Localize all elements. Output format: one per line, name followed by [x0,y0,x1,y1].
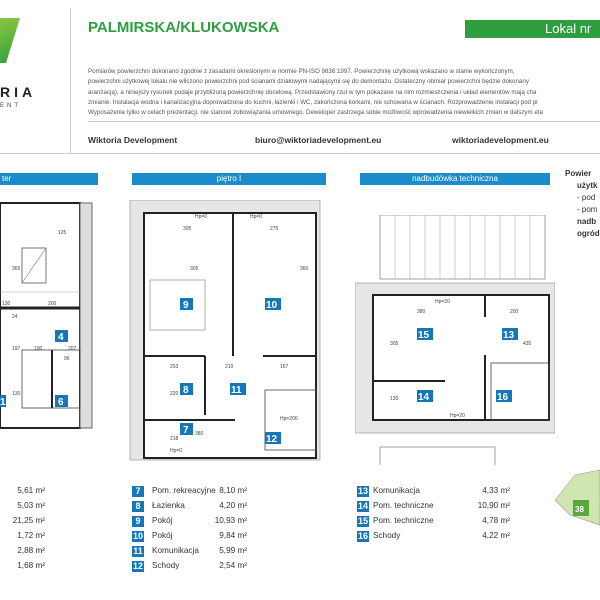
room-badge: 7 [132,486,144,497]
first-floor-plan [125,200,325,465]
dimension-label: Hp=0 [195,214,208,220]
room-badge: 14 [357,501,368,511]
room-number: 7 [183,425,189,436]
section-header-first-floor: piętro I [132,173,326,185]
dimension-label: 130 [390,396,399,402]
dimension-label: Hp=20 [450,413,465,419]
dimension-label: 197 [12,346,21,352]
dimension-label: 380 [195,431,204,437]
dimension-label: 210 [225,364,234,370]
room-area: 21,25 m² [12,516,45,525]
room-area: 4,78 m² [482,516,510,525]
room-number: 14 [418,392,430,403]
room-badge: 9 [132,516,144,527]
dimension-label: 96 [64,356,70,362]
room-list-item [132,501,252,515]
room-number: 16 [497,392,509,403]
room-badge: 10 [132,531,143,541]
email-link[interactable]: biuro@wiktoriadevelopment.eu [255,135,382,145]
company-name: Wiktoria Development [88,135,178,145]
room-name: Pom. techniczne [373,516,434,525]
room-list-item [132,531,252,545]
disclaimer [88,67,600,118]
room-area: 10,93 m² [214,516,247,525]
disclaimer-line: powierzchni użytkowej lokalu nie wliczono powierzchni pod ścianami działowymi nadającymi się do demontażu. Ostateczny obmiar powierzchni będzie dokonany [88,78,529,86]
divider [0,153,600,154]
room-area: 5,03 m² [17,501,45,510]
room-name: Pokój [152,531,173,540]
dimension-label: 130 [2,301,11,307]
tech-floor-plan [355,215,555,465]
area-summary [565,168,600,240]
summary-line: - pom [577,205,598,214]
ground-floor-plan [0,190,110,460]
room-list-item [357,531,517,545]
room-name: Schody [152,561,180,570]
divider [88,121,600,122]
room-list-item [357,516,517,530]
room-name: Pom. techniczne [373,501,434,510]
room-list-item [132,546,252,560]
room-name: Pom. rekreacyjne [152,486,216,495]
room-number: 6 [58,397,64,408]
dimension-label: 380 [417,309,426,315]
room-number: 12 [266,434,278,445]
logo-subtext: ENT [0,103,21,109]
room-list-item [357,486,517,500]
logo-text: RIA [0,84,37,100]
room-name: Schody [373,531,401,540]
room-name: Komunikacja [152,546,199,555]
divider [70,8,71,153]
room-badge: 15 [357,516,368,526]
room-number: 1 [0,397,6,408]
room-name: Komunikacja [373,486,420,495]
room-badge: 11 [133,546,143,556]
unit-banner: Lokal nr [465,20,600,38]
summary-line: Powier [565,169,592,178]
dimension-label: 100 [34,346,43,352]
room-list-item [357,501,517,515]
dimension-label: Hp=20 [435,299,450,305]
room-name: Łazienka [152,501,185,510]
disclaimer-line: aranżacją), a niniejszy rysunek podaje przybliżoną powierzchnię docelową. Przedstawiony rzut w tym pokazane na nim rozmieszczenia i układ elementów mają cha [88,88,537,96]
dimension-label: 305 [183,226,192,232]
room-number: 13 [503,330,515,341]
room-list-item [132,486,252,500]
summary-line: ogród [577,229,600,238]
room-number: 11 [231,385,242,396]
dimension-label: 365 [12,266,21,272]
room-area: 4,22 m² [482,531,510,540]
room-area: 9,84 m² [219,531,247,540]
dimension-label: 167 [280,364,289,370]
room-number: 9 [183,300,189,311]
disclaimer-line: zmianie. Instalacja wodna i kanalizacyjna doprowadzona do kuchni, łazienki i WC, zakończona korkami, nie schowana w ścianach. Rozprowadzenie instalacji pod pr [88,98,539,106]
website-link[interactable]: wiktoriadevelopment.eu [452,135,549,145]
dimension-label: 125 [58,230,67,236]
room-badge: 8 [132,501,144,512]
disclaimer-line: Pomiarów powierzchni dokonano zgodnie z zasadami określonymi w normie PN-ISO 9836:1997. Powierzchnię użytkową wskazano w stanie wykończonym, [88,68,515,75]
room-area: 8,10 m² [219,486,247,495]
unit-number: 38 [575,505,584,514]
room-area: 10,90 m² [477,501,510,510]
room-area: 1,72 m² [17,531,45,540]
dimension-label: 218 [170,436,179,442]
dimension-label: 220 [170,391,179,397]
room-number: 15 [418,330,430,341]
room-list-item [132,561,252,575]
site-minimap [545,470,600,530]
room-area: 1,68 m² [17,561,45,570]
ground-room-list [0,486,60,586]
section-header-ground: ter [0,173,98,185]
room-number: 8 [183,385,189,396]
summary-line: nadb [577,217,597,226]
room-area: 5,61 m² [17,486,45,495]
room-name: Pokój [152,516,173,525]
summary-line: - pod [577,193,596,202]
room-number: 4 [58,332,64,343]
dimension-label: 207 [68,346,77,352]
dimension-label: Hp=0 [250,214,263,220]
section-header-tech: nadbudówka techniczna [360,173,550,185]
dimension-label: Hp=0 [170,448,183,454]
room-badge: 16 [357,531,368,541]
dimension-label: Hp=200 [280,416,298,422]
room-badge: 12 [132,561,143,571]
dimension-label: 305 [190,266,199,272]
dimension-label: 360 [300,266,309,272]
summary-line: użytk [577,181,598,190]
dimension-label: 24 [12,314,18,320]
tech-room-list [357,486,517,556]
dimension-label: 435 [523,341,532,347]
dimension-label: 200 [48,301,57,307]
disclaimer-line: Wyposażenie tylko w celach prezentacji, nie stanowi zobowiązania umownego. Deweloper zastrzega sobie możliwość wprowadzenia niewielkich zmian w dalszym eta [88,109,543,117]
dimension-label: 200 [510,309,519,315]
dimension-label: 130 [12,391,21,397]
room-area: 4,20 m² [219,501,247,510]
room-area: 4,33 m² [482,486,510,495]
room-list-item [132,516,252,530]
room-badge: 13 [357,486,368,496]
dimension-label: 305 [390,341,399,347]
room-area: 2,54 m² [219,561,247,570]
room-number: 10 [266,300,278,311]
page-title: PALMIRSKA/KLUKOWSKA [88,19,280,36]
room-area: 5,99 m² [219,546,247,555]
dimension-label: 203 [170,364,179,370]
dimension-label: 275 [270,226,279,232]
first-floor-room-list [132,486,252,586]
logo-mark [0,18,20,63]
room-area: 2,88 m² [17,546,45,555]
